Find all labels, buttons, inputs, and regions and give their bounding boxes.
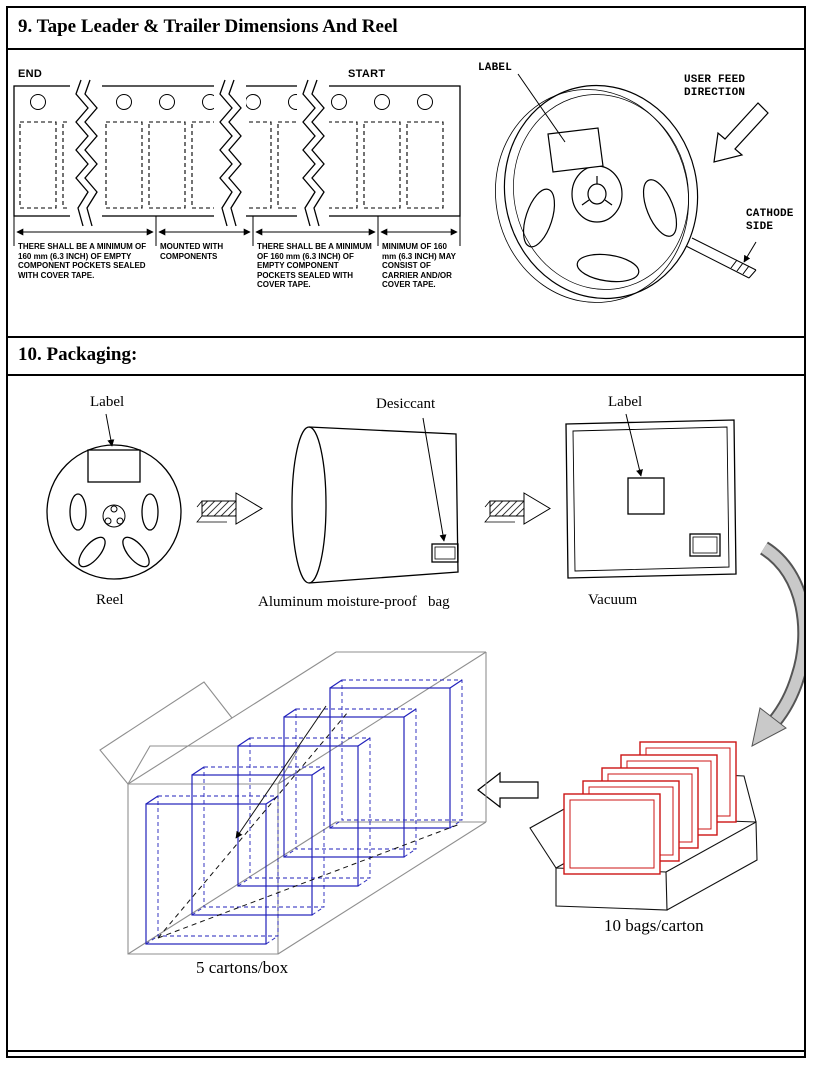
vacuum-label-leader-arrow [626,414,641,476]
curve-down-arrow [752,548,804,746]
tape-tear-2 [214,80,246,226]
reel-label-patch [548,128,603,172]
section10-graphics [8,376,804,1050]
vacuum-desiccant [690,534,720,556]
reel-illustration [474,66,768,322]
caption-bags-per-carton: 10 bags/carton [604,916,704,935]
reel-label-text: Label [90,394,125,410]
tape-note-trailer: THERE SHALL BE A MINIMUM OF 160 mm (6.3 INCH) OF EMPTY COMPONENT POCKETS SEALED WITH COVER TAPE. [257,242,372,289]
aluminum-bag [292,418,458,583]
caption-reel: Reel [96,592,124,608]
caption-bag: Aluminum moisture-proof bag [258,594,450,610]
user-feed-direction-arrow [714,103,768,162]
tape-tear-1 [70,80,102,226]
cathode-side-label: CATHODE SIDE [746,208,794,233]
packaging-reel-hub [103,505,125,527]
vacuum-label-patch [628,478,664,514]
caption-vacuum: Vacuum [588,592,638,608]
flow-arrow-1 [197,493,262,524]
desiccant-pack [432,544,458,562]
caption-cartons-per-box: 5 cartons/box [196,958,289,977]
carton-wireframes [146,680,462,944]
tape-note-mounted: MOUNTED WITH COMPONENTS [160,242,224,261]
section9-header [8,8,804,50]
bags-carton-group [530,742,757,910]
reel-hub [572,166,622,222]
desiccant-label-text: Desiccant [376,396,436,412]
section10-figure [8,376,804,1052]
tape-exit [686,238,756,278]
section9-title: 9. Tape Leader & Trailer Dimensions And Reel [18,16,398,37]
page-frame [6,6,806,1058]
vacuum-label-text: Label [608,394,643,410]
flow-arrow-left [478,773,538,807]
cathode-leader-arrow [744,242,756,262]
reel-label-leader-arrow [106,414,112,446]
packaging-reel [47,414,181,579]
tape-note-leader: THERE SHALL BE A MINIMUM OF 160 mm (6.3 INCH) OF EMPTY COMPONENT POCKETS SEALED WITH COVER TAPE. [18,242,147,280]
bag-stack [564,742,736,874]
tape-tear-3 [297,80,329,226]
section10-title: 10. Packaging: [18,344,138,365]
tape-end-label: END [18,68,43,80]
section10-header [8,338,804,376]
user-feed-direction-label: USER FEED DIRECTION [684,74,746,99]
tape-start-label: START [348,68,386,80]
bottom-margin-row [8,1052,804,1056]
packaging-reel-label-patch [88,450,140,482]
label-leader-line [518,74,565,142]
reel-label-annotation: LABEL [478,62,513,74]
desiccant-leader-arrow [423,418,444,541]
tape-note-minimum: MINIMUM OF 160 mm (6.3 INCH) MAY CONSIST OF CARRIER AND/OR COVER TAPE. [382,242,456,289]
vacuum-bag [566,414,736,578]
cartons-box-group [100,652,486,954]
flow-arrow-2 [485,493,550,524]
tape-diagram [14,80,460,246]
section9-figure [8,50,804,338]
